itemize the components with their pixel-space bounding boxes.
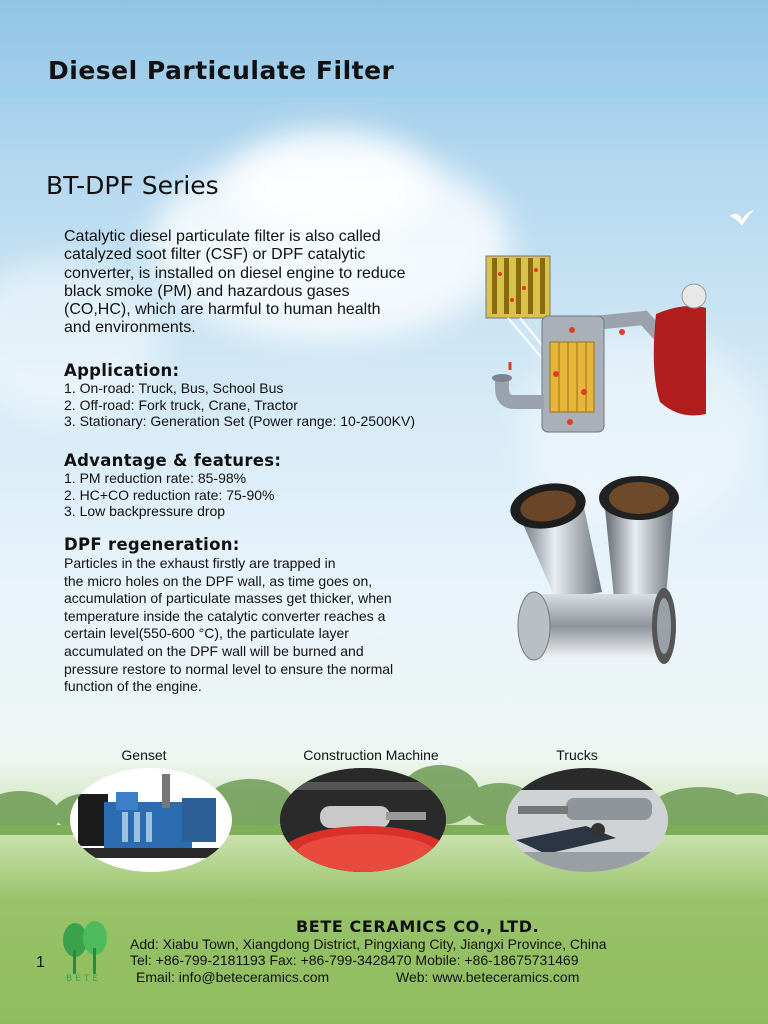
- regeneration-line: function of the engine.: [64, 678, 202, 695]
- regeneration-line: the micro holes on the DPF wall, as time goes on,: [64, 572, 373, 589]
- dpf-cutaway-diagram: [484, 252, 708, 438]
- construction-machine-image: [280, 768, 446, 872]
- application-section: [64, 361, 415, 430]
- series-title: BT-DPF Series: [46, 171, 219, 200]
- company-name: BETE CERAMICS CO., LTD.: [296, 917, 540, 936]
- regeneration-heading-wrap: [64, 535, 240, 554]
- advantage-item: 3. Low backpressure drop: [64, 503, 226, 519]
- page-title: Diesel Particulate Filter: [48, 56, 395, 85]
- truck-image: [506, 768, 668, 872]
- company-website: Web: www.beteceramics.com: [396, 969, 580, 985]
- application-item: 3. Stationary: Generation Set (Power range: 10-2500KV): [64, 413, 415, 429]
- company-email: Email: info@beteceramics.com: [136, 969, 330, 985]
- regeneration-heading: DPF regeneration:: [64, 535, 240, 554]
- intro-paragraph: [64, 228, 494, 338]
- company-address: Add: Xiabu Town, Xiangdong District, Pingxiang City, Jiangxi Province, China: [130, 936, 607, 952]
- regeneration-line: Particles in the exhaust firstly are trapped in: [64, 555, 336, 571]
- title-underline-bar: [0, 86, 768, 97]
- company-phones: Tel: +86-799-2181193 Fax: +86-799-3428470 Mobile: +86-18675731469: [130, 952, 579, 968]
- bete-logo-icon: [60, 920, 110, 976]
- intro-line: black smoke (PM) and hazardous gases: [64, 282, 350, 300]
- intro-line: Catalytic diesel particulate filter is also called: [64, 228, 381, 245]
- thumbnail-label: Construction Machine: [303, 747, 439, 763]
- genset-image: [70, 768, 232, 872]
- advantage-item: 1. PM reduction rate: 85-98%: [64, 470, 247, 486]
- dpf-units-photo: [504, 468, 688, 688]
- intro-line: catalyzed soot filter (CSF) or DPF catalytic: [64, 246, 366, 264]
- advantages-heading: Advantage & features:: [64, 451, 282, 470]
- advantages-section: [64, 451, 281, 520]
- application-item: 1. On-road: Truck, Bus, School Bus: [64, 380, 284, 396]
- bird-icon: [728, 208, 756, 230]
- logo-text: BETE: [66, 974, 102, 984]
- application-heading: Application:: [64, 361, 180, 380]
- intro-line: (CO,HC), which are harmful to human health: [64, 301, 381, 319]
- advantage-item: 2. HC+CO reduction rate: 75-90%: [64, 486, 275, 503]
- thumbnail-label: Trucks: [556, 747, 598, 763]
- regeneration-line: certain level(550-600 °C), the particulate layer: [64, 625, 349, 642]
- page-number: 1: [36, 954, 45, 971]
- regeneration-line: accumulated on the DPF wall will be burned and: [64, 642, 364, 659]
- regeneration-paragraph: [64, 555, 484, 696]
- thumbnail-label: Genset: [121, 747, 167, 763]
- intro-line: and environments.: [64, 319, 196, 337]
- intro-line: converter, is installed on diesel engine to reduce: [64, 264, 406, 282]
- regeneration-line: pressure restore to normal level to ensure the normal: [64, 660, 394, 677]
- application-item: 2. Off-road: Fork truck, Crane, Tractor: [64, 396, 298, 413]
- background-cloud: [230, 130, 430, 240]
- regeneration-line: accumulation of particulate masses get thicker, when: [64, 590, 392, 607]
- regeneration-line: temperature inside the catalytic converter reaches a: [64, 607, 386, 624]
